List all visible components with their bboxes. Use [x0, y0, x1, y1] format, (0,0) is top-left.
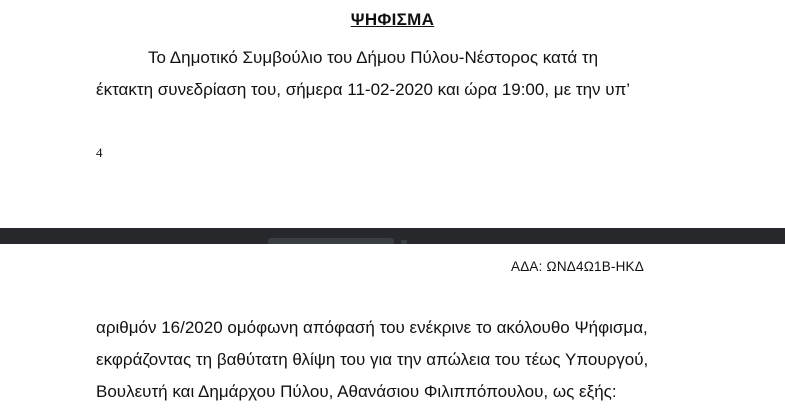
paragraph-intro-line-1	[96, 42, 715, 74]
document-title: ΨΗΦΙΣΜΑ	[350, 10, 435, 29]
obscured-toolbar-marker	[401, 240, 407, 244]
paragraph-intro	[96, 42, 715, 106]
page-break-bar	[0, 228, 785, 244]
paragraph-resolution	[96, 312, 715, 408]
paragraph-resolution-line-2: εκφράζοντας τη βαθύτατη θλίψη του για την απώλεια του τέως Υπουργού,	[96, 350, 649, 369]
paragraph-resolution-line-1: αριθμόν 16/2020 ομόφωνη απόφασή του ενέκρινε το ακόλουθο Ψήφισμα,	[96, 318, 648, 337]
paragraph-resolution-line-3: Βουλευτή και Δημάρχου Πύλου, Αθανάσιου Φιλιππόπουλου, ως εξής:	[96, 382, 617, 401]
page-number: 4	[96, 145, 103, 160]
paragraph-intro-line-2: έκτακτη συνεδρίαση του, σήμερα 11-02-2020 και ώρα 19:00, με την υπ’	[96, 80, 631, 99]
paragraph-intro-line-1-text: Το Δημοτικό Συμβούλιο του Δήμου Πύλου-Νέστορος κατά τη	[148, 48, 599, 67]
ada-identifier: ΑΔΑ: ΩΝΔ4Ω1Β-ΗΚΔ	[511, 259, 644, 274]
obscured-toolbar-field	[268, 238, 394, 244]
